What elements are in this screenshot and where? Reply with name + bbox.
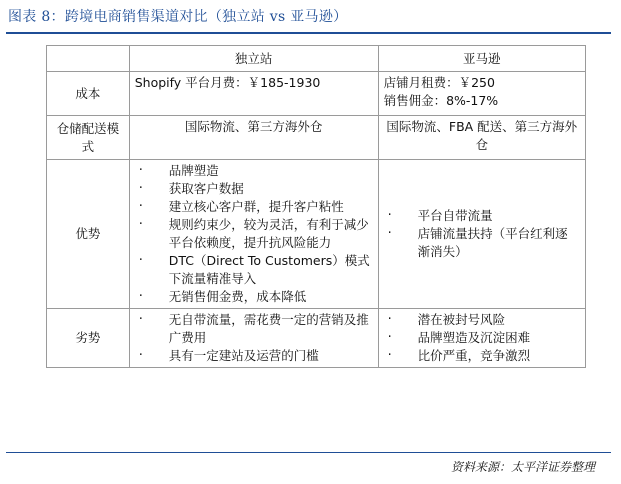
table-row [47,160,586,309]
cost-independent-line: Shopify 平台月费：￥185-1930 [134,75,321,90]
cell-disadvantages-amazon [378,309,585,368]
list-item: · 无自带流量，需花费一定的营销及推广费用 [135,311,373,347]
list-item: · 具有一定建站及运营的门槛 [135,347,373,365]
row-label-disadvantages: 劣势 [47,309,130,368]
list-item: · 店铺流量扶持（平台红利逐渐消失） [384,225,580,261]
cell-cost-amazon [378,72,585,116]
figure-title: 图表 8：跨境电商销售渠道对比（独立站 vs 亚马逊） [8,9,348,25]
list-item: · 规则约束少，较为灵活，有利于减少平台依赖度，提升抗风险能力 [135,216,373,252]
cell-warehouse-independent: 国际物流、第三方海外仓 [129,116,378,160]
list-item: · 比价严重，竞争激烈 [384,347,580,365]
comparison-table [46,45,586,368]
header-independent: 独立站 [129,46,378,72]
list-item: · 获取客户数据 [135,180,373,198]
advantages-independent-list [135,162,373,306]
advantages-amazon-list [384,207,580,261]
row-label-warehouse: 仓储配送模式 [47,116,130,160]
list-item: · 建立核心客户群，提升客户粘性 [135,198,373,216]
list-item: · DTC（Direct To Customers）模式下流量精准导入 [135,252,373,288]
table-row [47,309,586,368]
cell-cost-independent [129,72,378,116]
disadvantages-amazon-list [384,311,580,365]
row-label-advantages: 优势 [47,160,130,309]
table-row [47,116,586,160]
list-item: · 潜在被封号风险 [384,311,580,329]
header-row [47,46,586,72]
cell-advantages-independent [129,160,378,309]
cell-disadvantages-independent [129,309,378,368]
cost-amazon-line: 销售佣金：8%-17% [383,93,499,108]
title-rule [6,32,611,34]
list-item: · 平台自带流量 [384,207,580,225]
bottom-rule [6,452,611,453]
row-label-cost: 成本 [47,72,130,116]
source-note: 资料来源：太平洋证券整理 [450,460,595,474]
header-amazon: 亚马逊 [378,46,585,72]
cost-amazon-line: 店铺月租费：￥250 [383,75,495,90]
cell-warehouse-amazon: 国际物流、FBA 配送、第三方海外仓 [378,116,585,160]
list-item: · 品牌塑造 [135,162,373,180]
table-row [47,72,586,116]
list-item: · 品牌塑造及沉淀困难 [384,329,580,347]
header-empty [47,46,130,72]
list-item: · 无销售佣金费，成本降低 [135,288,373,306]
disadvantages-independent-list [135,311,373,365]
cell-advantages-amazon [378,160,585,309]
